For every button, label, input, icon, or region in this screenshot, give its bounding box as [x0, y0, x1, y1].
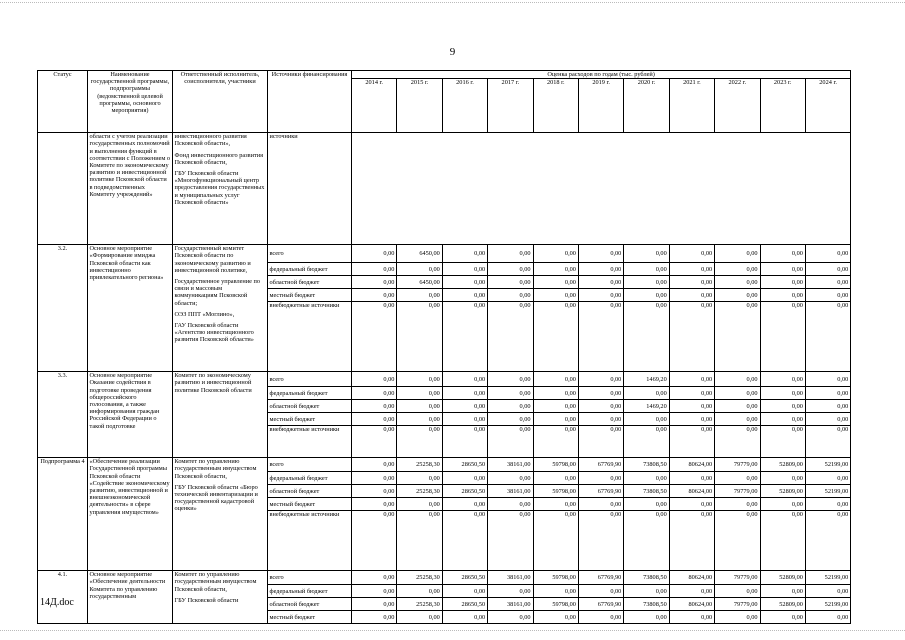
header-year: 2016 г.	[442, 79, 487, 133]
value-cell: 0,00	[624, 498, 669, 511]
value-cell: 25258,30	[397, 598, 442, 611]
value-cell: 0,00	[352, 498, 397, 511]
source-cell: всего	[268, 372, 352, 387]
value-cell: 52809,00	[760, 485, 805, 498]
source-cell: местный бюджет	[268, 289, 352, 302]
value-cell: 0,00	[624, 472, 669, 485]
value-cell: 0,00	[624, 511, 669, 571]
value-cell: 0,00	[669, 413, 714, 426]
value-cell: 0,00	[442, 276, 487, 289]
value-cell: 0,00	[442, 413, 487, 426]
value-cell: 52199,00	[805, 485, 850, 498]
value-cell: 52809,00	[760, 458, 805, 472]
value-cell: 6450,00	[397, 245, 442, 263]
value-cell: 0,00	[578, 289, 623, 302]
value-cell: 0,00	[760, 372, 805, 387]
value-cell: 0,00	[533, 263, 578, 276]
value-cell: 0,00	[488, 302, 533, 372]
value-cell: 38161,00	[488, 571, 533, 585]
value-cell: 0,00	[578, 302, 623, 372]
value-cell: 0,00	[578, 426, 623, 458]
value-cell: 0,00	[397, 289, 442, 302]
value-cell: 0,00	[397, 302, 442, 372]
value-cell: 0,00	[488, 413, 533, 426]
value-cell: 0,00	[352, 611, 397, 624]
header-estimate: Оценка расходов по годам (тыс. рублей)	[352, 71, 851, 79]
value-cell: 0,00	[397, 472, 442, 485]
value-cell: 0,00	[533, 472, 578, 485]
value-cell: 0,00	[805, 387, 850, 400]
executor-cell	[173, 245, 268, 372]
header-name: Наименование государственной программы, подпрограммы (ведомственной целевой программы, основного мероприятия)	[88, 71, 173, 133]
source-cell: федеральный бюджет	[268, 263, 352, 276]
value-cell: 0,00	[397, 263, 442, 276]
value-cell: 28650,50	[442, 571, 487, 585]
value-cell: 0,00	[578, 263, 623, 276]
value-cell: 0,00	[760, 263, 805, 276]
value-cell: 0,00	[352, 585, 397, 598]
value-cell: 0,00	[352, 571, 397, 585]
value-cell: 0,00	[624, 611, 669, 624]
executor-cell	[173, 133, 268, 245]
source-cell: всего	[268, 245, 352, 263]
executor-line: ГБУ Псковской области «Многофункциональный центр предоставления государственных и муниципальных услуг Псковской области»	[174, 170, 265, 206]
value-cell: 0,00	[533, 302, 578, 372]
value-cell: 0,00	[805, 511, 850, 571]
value-cell: 0,00	[533, 426, 578, 458]
value-cell: 52199,00	[805, 571, 850, 585]
value-cell: 0,00	[578, 245, 623, 263]
value-cell: 0,00	[624, 276, 669, 289]
value-cell: 0,00	[715, 400, 760, 413]
executor-line: ГАУ Псковской области «Агентство инвестиционного развития Псковской области»	[174, 322, 254, 344]
value-cell: 0,00	[488, 289, 533, 302]
value-cell: 0,00	[669, 245, 714, 263]
value-cell: 0,00	[805, 498, 850, 511]
value-cell: 0,00	[805, 585, 850, 598]
executor-line: Комитет по управлению государственным имуществом Псковской области,	[174, 458, 257, 480]
executor-line: ОЭЗ ППТ «Моглино»,	[174, 310, 235, 318]
value-cell: 0,00	[533, 413, 578, 426]
value-cell: 0,00	[669, 426, 714, 458]
value-cell: 0,00	[578, 511, 623, 571]
value-cell: 73808,50	[624, 571, 669, 585]
header-year: 2021 г.	[669, 79, 714, 133]
source-cell: местный бюджет	[268, 498, 352, 511]
name-cell: «Обеспечение реализации Государственной программы Псковской области «Содействие экономическому развитию, инвестиционной и внешнеэкономической деятельности» в сфере управления имуществом»	[88, 458, 173, 571]
value-cell: 0,00	[533, 372, 578, 387]
header-year: 2023 г.	[760, 79, 805, 133]
value-cell: 0,00	[442, 245, 487, 263]
value-cell: 0,00	[715, 372, 760, 387]
value-cell: 25258,30	[397, 571, 442, 585]
value-cell: 0,00	[669, 400, 714, 413]
file-name-footer: 14Д.doc	[40, 597, 74, 608]
value-cell: 0,00	[669, 263, 714, 276]
value-cell: 0,00	[352, 511, 397, 571]
source-cell: внебюджетные источники	[268, 511, 352, 571]
header-year: 2015 г.	[397, 79, 442, 133]
status-cell: Подпрограмма 4	[38, 458, 88, 571]
value-cell: 0,00	[760, 245, 805, 263]
source-cell: всего	[268, 458, 352, 472]
value-cell: 0,00	[624, 585, 669, 598]
value-cell: 0,00	[488, 511, 533, 571]
table-row	[38, 458, 851, 472]
value-cell: 0,00	[488, 400, 533, 413]
value-cell: 0,00	[624, 387, 669, 400]
executor-cell	[173, 458, 268, 571]
value-cell: 0,00	[442, 289, 487, 302]
table-row-continuation	[38, 133, 851, 245]
value-cell: 1469,20	[624, 372, 669, 387]
value-cell: 0,00	[578, 372, 623, 387]
executor-line: ГБУ Псковской области	[174, 596, 239, 604]
executor-line: ГБУ Псковской области «Бюро технической инвентаризации и государственной кадастровой оценки»	[174, 483, 258, 513]
value-cell: 0,00	[397, 387, 442, 400]
value-cell: 0,00	[715, 245, 760, 263]
source-cell: федеральный бюджет	[268, 585, 352, 598]
source-cell: федеральный бюджет	[268, 387, 352, 400]
status-cell: 3.3.	[38, 372, 88, 458]
executor-line: Государственное управление по связи и массовым коммуникациям Псковской области;	[174, 278, 261, 307]
value-cell: 0,00	[760, 472, 805, 485]
value-cell: 0,00	[715, 302, 760, 372]
value-cell: 0,00	[397, 611, 442, 624]
value-cell: 0,00	[442, 302, 487, 372]
value-cell: 0,00	[669, 289, 714, 302]
value-cell: 0,00	[397, 585, 442, 598]
page-number: 9	[449, 46, 456, 58]
header-executor: Ответственный исполнитель, соисполнители, участники	[173, 71, 268, 133]
header-sources: Источники финансирования	[268, 71, 352, 133]
value-cell: 0,00	[578, 413, 623, 426]
value-cell: 0,00	[715, 387, 760, 400]
scan-edge-bottom	[0, 630, 905, 633]
source-cell: внебюджетные источники	[268, 302, 352, 372]
status-cell: 3.2.	[38, 245, 88, 372]
value-cell: 0,00	[352, 598, 397, 611]
header-year: 2014 г.	[352, 79, 397, 133]
value-cell: 0,00	[533, 400, 578, 413]
value-cell: 0,00	[488, 387, 533, 400]
value-cell: 0,00	[488, 472, 533, 485]
table-row	[38, 245, 851, 263]
value-cell: 52809,00	[760, 598, 805, 611]
value-cell: 0,00	[488, 245, 533, 263]
value-cell: 0,00	[715, 426, 760, 458]
source-cell: областной бюджет	[268, 598, 352, 611]
value-cell: 28650,50	[442, 458, 487, 472]
value-cell: 80624,00	[669, 485, 714, 498]
value-cell: 0,00	[352, 485, 397, 498]
value-cell: 0,00	[760, 289, 805, 302]
value-cell: 0,00	[669, 611, 714, 624]
value-cell: 0,00	[805, 276, 850, 289]
value-cell: 0,00	[488, 372, 533, 387]
source-cell: источники	[268, 133, 352, 245]
executor-line: Фонд инвестиционного развития Псковской области,	[174, 151, 264, 166]
value-cell: 0,00	[578, 387, 623, 400]
value-cell: 0,00	[352, 413, 397, 426]
value-cell: 0,00	[805, 372, 850, 387]
value-cell: 0,00	[488, 426, 533, 458]
value-cell: 79779,00	[715, 571, 760, 585]
value-cell: 0,00	[533, 585, 578, 598]
value-cell: 0,00	[442, 372, 487, 387]
value-cell: 0,00	[442, 263, 487, 276]
value-cell: 0,00	[805, 611, 850, 624]
value-cell: 0,00	[352, 289, 397, 302]
value-cell: 0,00	[669, 276, 714, 289]
value-cell: 0,00	[624, 426, 669, 458]
value-cell: 0,00	[624, 289, 669, 302]
source-cell: местный бюджет	[268, 611, 352, 624]
value-cell: 0,00	[624, 302, 669, 372]
value-cell: 0,00	[805, 263, 850, 276]
value-cell: 0,00	[715, 472, 760, 485]
value-cell: 0,00	[488, 498, 533, 511]
executor-line: Государственный комитет Псковской области по экономическому развитию и инвестиционной политике,	[174, 245, 251, 274]
value-cell: 0,00	[578, 611, 623, 624]
name-cell: Основное мероприятие «Формирование имиджа Псковской области как инвестиционно привлекательного региона»	[88, 245, 173, 372]
value-cell: 0,00	[442, 585, 487, 598]
value-cell: 0,00	[488, 611, 533, 624]
value-cell: 0,00	[533, 511, 578, 571]
empty-values-cell	[352, 133, 851, 245]
value-cell: 0,00	[760, 387, 805, 400]
value-cell: 0,00	[760, 498, 805, 511]
value-cell: 79779,00	[715, 485, 760, 498]
value-cell: 0,00	[442, 472, 487, 485]
value-cell: 0,00	[352, 472, 397, 485]
value-cell: 0,00	[488, 263, 533, 276]
value-cell: 73808,50	[624, 458, 669, 472]
status-cell: 4.1.	[38, 571, 88, 624]
executor-cell	[173, 571, 268, 624]
source-cell: федеральный бюджет	[268, 472, 352, 485]
value-cell: 0,00	[760, 426, 805, 458]
value-cell: 0,00	[442, 498, 487, 511]
value-cell: 73808,50	[624, 598, 669, 611]
value-cell: 0,00	[533, 498, 578, 511]
value-cell: 28650,50	[442, 485, 487, 498]
value-cell: 59798,00	[533, 571, 578, 585]
value-cell: 0,00	[624, 245, 669, 263]
value-cell: 0,00	[760, 302, 805, 372]
value-cell: 67769,90	[578, 598, 623, 611]
header-year: 2017 г.	[488, 79, 533, 133]
value-cell: 0,00	[715, 611, 760, 624]
source-cell: областной бюджет	[268, 276, 352, 289]
value-cell: 0,00	[397, 400, 442, 413]
name-cell: области с учетом реализации государственных полномочий и выполнения функций в соответствии с Положением о Комитете по экономическому развитию и инвестиционной политике Псковской области в подведомственных Комитету учреждений»	[88, 133, 173, 245]
value-cell: 0,00	[669, 472, 714, 485]
status-cell	[38, 133, 88, 245]
executor-cell	[173, 372, 268, 458]
table-row	[38, 372, 851, 387]
value-cell: 0,00	[578, 585, 623, 598]
value-cell: 0,00	[352, 263, 397, 276]
value-cell: 52809,00	[760, 571, 805, 585]
value-cell: 0,00	[352, 400, 397, 413]
value-cell: 6450,00	[397, 276, 442, 289]
name-cell: Основное мероприятие Оказание содействия в подготовке проведения общероссийского голосования, а также информирования граждан Российской Федерации о такой подготовке	[88, 372, 173, 458]
value-cell: 0,00	[533, 276, 578, 289]
value-cell: 0,00	[760, 400, 805, 413]
value-cell: 0,00	[760, 511, 805, 571]
value-cell: 0,00	[805, 400, 850, 413]
value-cell: 28650,50	[442, 598, 487, 611]
value-cell: 0,00	[442, 426, 487, 458]
value-cell: 25258,30	[397, 458, 442, 472]
value-cell: 0,00	[352, 426, 397, 458]
value-cell: 0,00	[397, 426, 442, 458]
value-cell: 0,00	[805, 302, 850, 372]
value-cell: 0,00	[669, 372, 714, 387]
source-cell: внебюджетные источники	[268, 426, 352, 458]
value-cell: 0,00	[715, 413, 760, 426]
value-cell: 0,00	[533, 289, 578, 302]
value-cell: 0,00	[669, 511, 714, 571]
value-cell: 0,00	[352, 387, 397, 400]
value-cell: 0,00	[624, 413, 669, 426]
expenditure-table	[37, 70, 851, 624]
value-cell: 0,00	[533, 611, 578, 624]
value-cell: 0,00	[578, 472, 623, 485]
value-cell: 67769,90	[578, 485, 623, 498]
value-cell: 38161,00	[488, 598, 533, 611]
value-cell: 0,00	[715, 498, 760, 511]
value-cell: 0,00	[715, 289, 760, 302]
value-cell: 38161,00	[488, 458, 533, 472]
value-cell: 0,00	[578, 400, 623, 413]
value-cell: 38161,00	[488, 485, 533, 498]
value-cell: 80624,00	[669, 458, 714, 472]
value-cell: 0,00	[669, 302, 714, 372]
value-cell: 59798,00	[533, 598, 578, 611]
value-cell: 59798,00	[533, 458, 578, 472]
value-cell: 0,00	[578, 498, 623, 511]
value-cell: 0,00	[442, 611, 487, 624]
value-cell: 0,00	[397, 413, 442, 426]
value-cell: 0,00	[760, 276, 805, 289]
value-cell: 80624,00	[669, 598, 714, 611]
value-cell: 0,00	[352, 245, 397, 263]
value-cell: 0,00	[715, 263, 760, 276]
value-cell: 0,00	[669, 585, 714, 598]
value-cell: 0,00	[352, 302, 397, 372]
header-status: Статус	[38, 71, 88, 133]
value-cell: 0,00	[669, 387, 714, 400]
value-cell: 0,00	[533, 387, 578, 400]
value-cell: 0,00	[715, 585, 760, 598]
header-year: 2019 г.	[578, 79, 623, 133]
source-cell: всего	[268, 571, 352, 585]
value-cell: 0,00	[352, 458, 397, 472]
value-cell: 79779,00	[715, 598, 760, 611]
value-cell: 0,00	[397, 372, 442, 387]
executor-line: Комитет по экономическому развитию и инвестиционной политике Псковской области	[174, 372, 252, 394]
source-cell: местный бюджет	[268, 413, 352, 426]
value-cell: 0,00	[715, 276, 760, 289]
value-cell: 59798,00	[533, 485, 578, 498]
header-year: 2022 г.	[715, 79, 760, 133]
value-cell: 79779,00	[715, 458, 760, 472]
name-cell: Основное мероприятие «Обеспечение деятельности Комитета по управлению государственным	[88, 571, 173, 624]
header-year: 2024 г.	[805, 79, 850, 133]
value-cell: 0,00	[760, 585, 805, 598]
value-cell: 0,00	[488, 585, 533, 598]
value-cell: 0,00	[442, 511, 487, 571]
value-cell: 0,00	[715, 511, 760, 571]
value-cell: 0,00	[805, 245, 850, 263]
value-cell: 0,00	[805, 413, 850, 426]
value-cell: 0,00	[397, 498, 442, 511]
value-cell: 52199,00	[805, 458, 850, 472]
value-cell: 0,00	[805, 426, 850, 458]
value-cell: 0,00	[578, 276, 623, 289]
value-cell: 1469,20	[624, 400, 669, 413]
value-cell: 0,00	[760, 413, 805, 426]
table-row	[38, 571, 851, 585]
executor-line: Комитет по управлению государственным имуществом Псковской области,	[174, 571, 257, 593]
value-cell: 0,00	[352, 276, 397, 289]
source-cell: областной бюджет	[268, 485, 352, 498]
value-cell: 0,00	[442, 400, 487, 413]
executor-line: инвестиционного развития Псковской области»,	[174, 133, 247, 148]
value-cell: 0,00	[805, 289, 850, 302]
value-cell: 0,00	[442, 387, 487, 400]
header-year: 2018 г.	[533, 79, 578, 133]
value-cell: 0,00	[533, 245, 578, 263]
source-cell: областной бюджет	[268, 400, 352, 413]
value-cell: 0,00	[624, 263, 669, 276]
header-year: 2020 г.	[624, 79, 669, 133]
value-cell: 67769,90	[578, 458, 623, 472]
value-cell: 52199,00	[805, 598, 850, 611]
value-cell: 0,00	[669, 498, 714, 511]
value-cell: 73808,50	[624, 485, 669, 498]
value-cell: 80624,00	[669, 571, 714, 585]
value-cell: 0,00	[397, 511, 442, 571]
value-cell: 67769,90	[578, 571, 623, 585]
value-cell: 25258,30	[397, 485, 442, 498]
scan-edge-top	[0, 2, 905, 5]
value-cell: 0,00	[760, 611, 805, 624]
value-cell: 0,00	[488, 276, 533, 289]
value-cell: 0,00	[352, 372, 397, 387]
value-cell: 0,00	[805, 472, 850, 485]
